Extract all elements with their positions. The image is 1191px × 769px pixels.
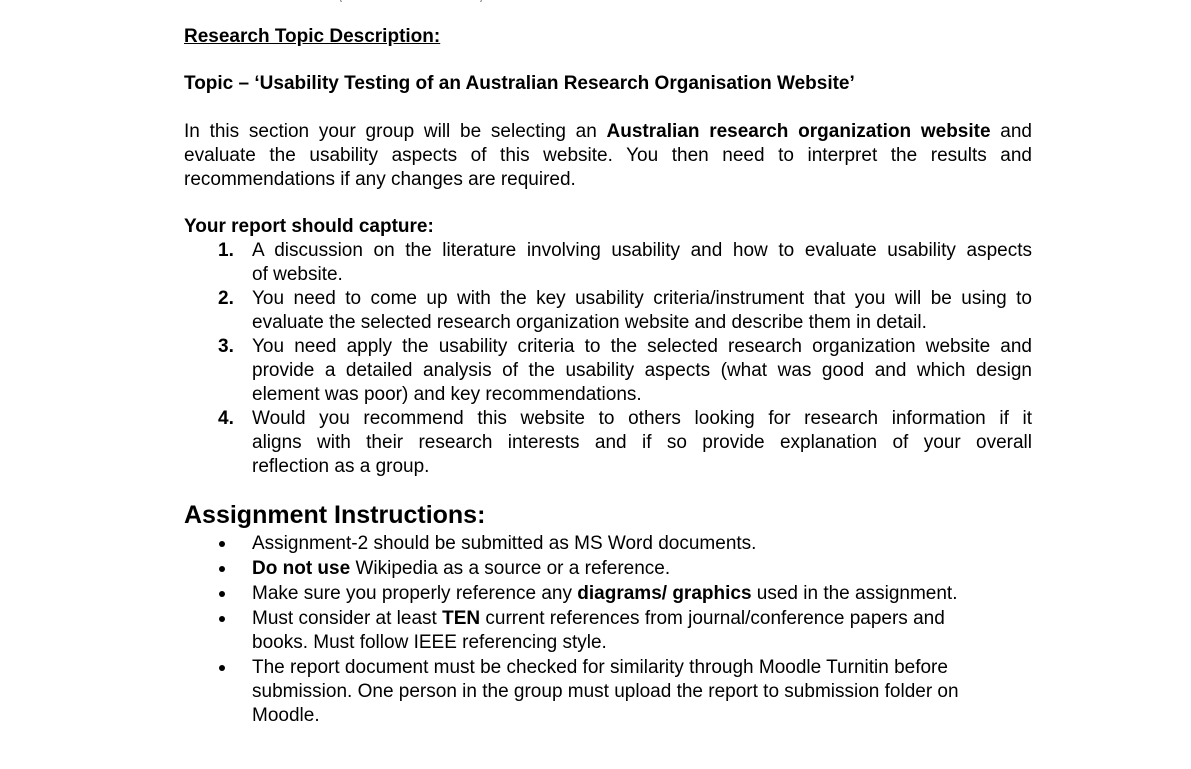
item-line: aligns with their research interests and if so provide explanation of your overall — [252, 432, 1032, 453]
bullet-item — [184, 607, 1032, 655]
capture-heading: Your report should capture: — [184, 216, 434, 237]
bullet-text-line-3: Moodle. — [252, 705, 320, 726]
bullet-item — [184, 557, 1032, 581]
item-number: 1. — [218, 240, 234, 261]
item-line: You need apply the usability criteria to the selected research organization website and — [252, 336, 1032, 357]
item-line: You need to come up with the key usability criteria/instrument that you will be using to — [252, 288, 1032, 309]
intro-line-3: recommendations if any changes are required. — [184, 169, 576, 190]
instructions-bullet-list — [184, 532, 1032, 729]
item-number: 2. — [218, 288, 234, 309]
bullet-text-line-2: books. Must follow IEEE referencing style. — [252, 632, 607, 653]
bullet-icon — [219, 591, 225, 597]
section-heading: Research Topic Description: — [184, 26, 441, 47]
intro-line-1: In this section your group will be selecting an Australian research organization website and — [184, 121, 1032, 142]
bullet-item — [184, 582, 1032, 606]
list-item — [184, 239, 1032, 287]
item-number: 4. — [218, 408, 234, 429]
item-line: of website. — [252, 264, 343, 285]
bullet-text: Make sure you properly reference any diagrams/ graphics used in the assignment. — [252, 583, 958, 604]
intro-bold-phrase: Australian research organization website — [606, 121, 991, 142]
bullet-text-line-2: submission. One person in the group must upload the report to submission folder on — [252, 681, 959, 702]
bullet-item — [184, 656, 1032, 728]
bullet-icon — [219, 541, 225, 547]
bullet-icon — [219, 566, 225, 572]
assignment-instructions-heading: Assignment Instructions: — [184, 501, 486, 529]
item-line: element was poor) and key recommendations. — [252, 384, 642, 405]
intro-paragraph — [184, 120, 1032, 192]
bullet-text: Do not use Wikipedia as a source or a reference. — [252, 558, 671, 579]
paren-left — [340, 0, 346, 2]
clipped-previous-text — [340, 0, 490, 2]
list-item — [184, 407, 1032, 479]
bullet-item — [184, 532, 1032, 556]
item-line: Would you recommend this website to others looking for research information if it — [252, 408, 1032, 429]
item-line: evaluate the selected research organization website and describe them in detail. — [252, 312, 927, 333]
item-number: 3. — [218, 336, 234, 357]
item-line: provide a detailed analysis of the usability aspects (what was good and which design — [252, 360, 1032, 381]
bullet-icon — [219, 616, 225, 622]
topic-title: Topic – ‘Usability Testing of an Australian Research Organisation Website’ — [184, 73, 855, 94]
numbered-list — [184, 239, 1032, 479]
bullet-icon — [219, 665, 225, 671]
intro-line-2: evaluate the usability aspects of this website. You then need to interpret the results and — [184, 145, 1032, 166]
paren-right — [476, 0, 482, 2]
list-item — [184, 287, 1032, 335]
bullet-text: The report document must be checked for similarity through Moodle Turnitin before — [252, 657, 948, 678]
item-line: A discussion on the literature involving usability and how to evaluate usability aspects — [252, 240, 1032, 261]
bullet-text: Assignment-2 should be submitted as MS Word documents. — [252, 533, 757, 554]
bullet-text: Must consider at least TEN current references from journal/conference papers and — [252, 608, 945, 629]
item-line: reflection as a group. — [252, 456, 430, 477]
list-item — [184, 335, 1032, 407]
